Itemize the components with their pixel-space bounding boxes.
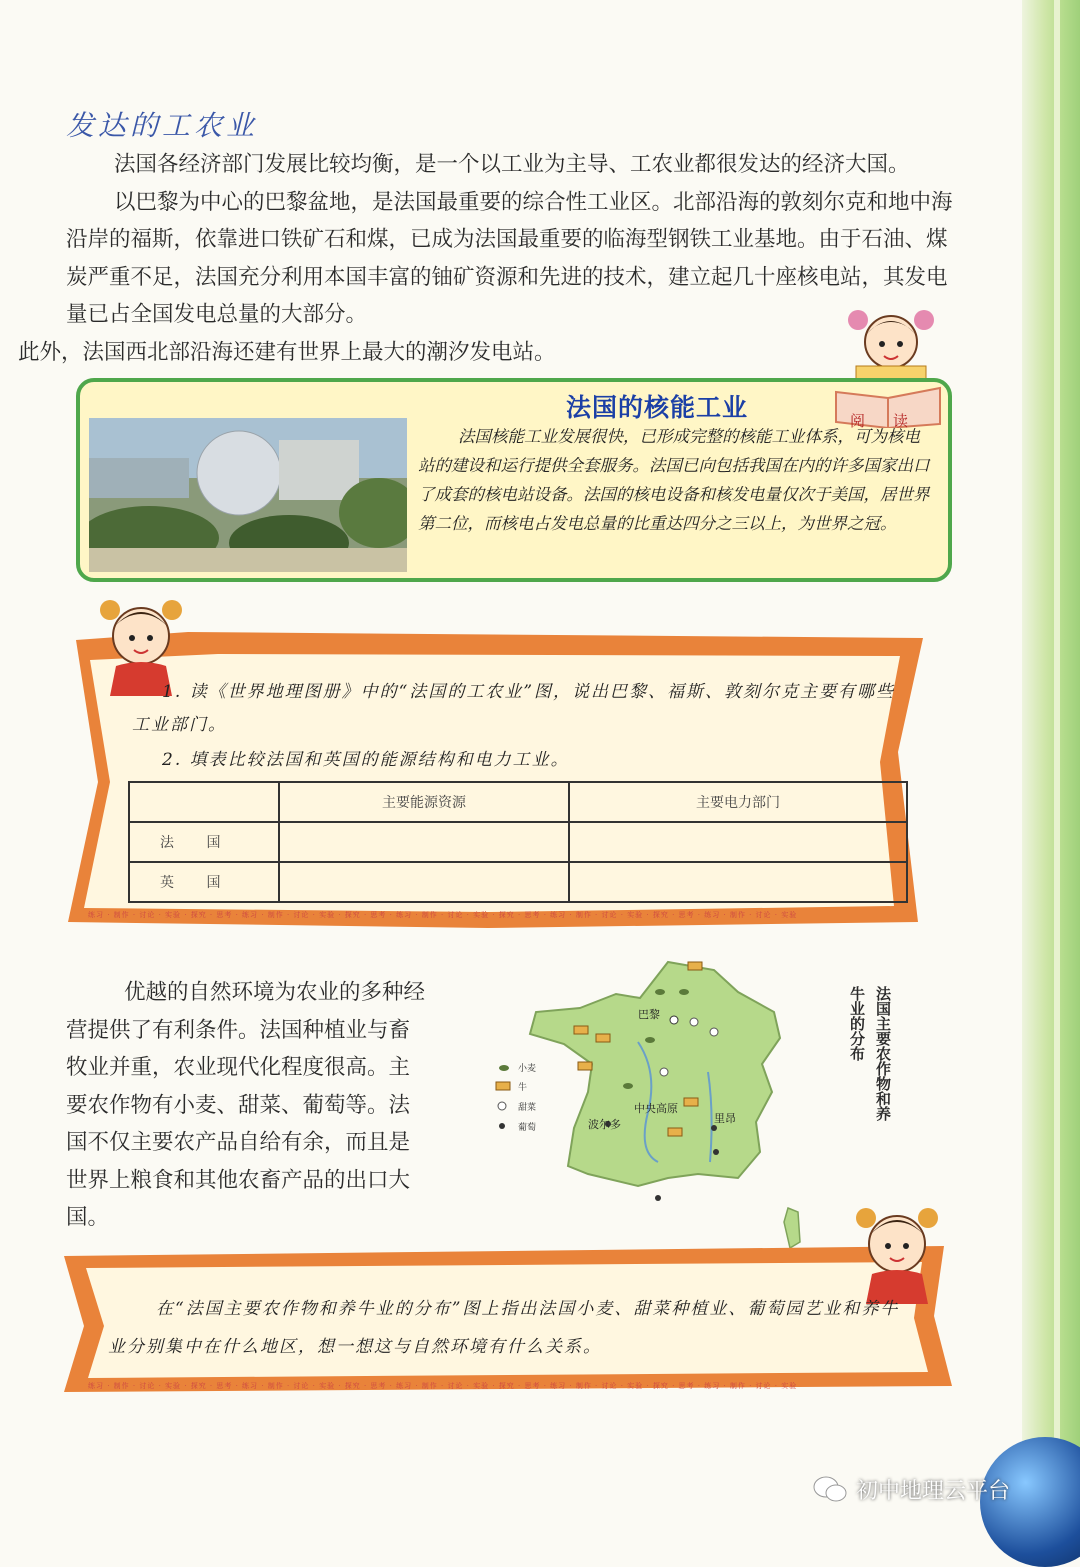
- paragraph-industry: [18, 146, 958, 371]
- section-title: 发达的工农业: [66, 109, 259, 142]
- paragraph-line: 以巴黎为中心的巴黎盆地，是法国最重要的综合性工业区。北部沿海的敦刻尔克和地中海沿岸的福斯，依靠进口铁矿石和煤，已成为法国最重要的临海型钢铁工业基地。由于石油、煤炭严重不足，法国充分利用本国丰富的铀矿资源和先进的技术，建立起几十座核电站，其发电量已占全国发电总量的大部分。: [66, 189, 953, 327]
- activity-ribbon: 练习 · 制作 · 讨论 · 实验 · 探究 · 思考 · 练习 · 制作 · 讨论 · 实验 · 探究 · 思考 · 练习 · 制作 · 讨论 · 实验 · 探究 · 思考 · 练习 · 制作 · 讨论 · 实验 · 探究 · 思考 · 练习 · 制作 · 讨论 · 实验: [88, 911, 798, 919]
- page-edge-gradient: [1022, 0, 1080, 1537]
- activity-question-1: 1. 读《世界地理图册》中的“法国的工农业”图，说出巴黎、福斯、敦刻尔克主要有哪些工业部门。: [132, 682, 896, 735]
- table-cell[interactable]: [569, 862, 907, 902]
- map-label-bordeaux: 波尔多: [588, 1118, 621, 1131]
- legend-cattle: 牛: [518, 1083, 528, 1093]
- legend-wheat: 小麦: [518, 1064, 537, 1074]
- map-label-central-plateau: 中央高原: [634, 1102, 678, 1115]
- table-cell[interactable]: [279, 822, 569, 862]
- table-header-cell: [129, 782, 279, 822]
- watermark-text: 初中地理云平台: [856, 1479, 1011, 1504]
- nuclear-plant-photo: [89, 418, 407, 572]
- activity-2-question: 在“法国主要农作物和养牛业的分布”图上指出法国小麦、甜菜种植业、葡萄园艺业和养牛业分别集中在什么地区，想一想这与自然环境有什么关系。: [108, 1299, 900, 1357]
- comparison-table: [128, 781, 908, 903]
- table-cell[interactable]: [569, 822, 907, 862]
- map-label-paris: 巴黎: [638, 1008, 660, 1021]
- map-label-lyon: 里昂: [714, 1112, 736, 1125]
- legend-sugar-beet: 甜菜: [518, 1103, 537, 1113]
- activity-ribbon-2: 练习 · 制作 · 讨论 · 实验 · 探究 · 思考 · 练习 · 制作 · 讨论 · 实验 · 探究 · 思考 · 练习 · 制作 · 讨论 · 实验 · 探究 · 思考 · 练习 · 制作 · 讨论 · 实验 · 探究 · 思考 · 练习 · 制作 · 讨论 · 实验: [88, 1382, 798, 1390]
- table-header-cell: 主要能源资源: [279, 782, 569, 822]
- table-row: [129, 822, 907, 862]
- wechat-icon: [812, 1474, 848, 1504]
- reading-girl-illustration: [836, 300, 946, 390]
- table-header-cell: 主要电力部门: [569, 782, 907, 822]
- table-row-label: 英 国: [129, 862, 279, 902]
- page-edge-stripe: [1054, 0, 1060, 1537]
- table-cell[interactable]: [279, 862, 569, 902]
- reading-tag-label: 阅读: [850, 412, 937, 430]
- paragraph-line: 此外，法国西北部沿海还建有世界上最大的潮汐发电站。: [18, 339, 556, 365]
- map-title: 法国主要农作物和养牛业的分布: [848, 986, 892, 1121]
- reading-text: 法国核能工业发展很快，已形成完整的核能工业体系，可为核电站的建设和运行提供全套服务。法国已向包括我国在内的许多国家出口了成套的核电站设备。法国的核电设备和核发电量仅次于美国，居世界第二位，而核电占发电总量的比重达四分之三以上，为世界之冠。: [418, 427, 930, 533]
- watermark: [812, 1472, 1052, 1508]
- table-header-row: [129, 782, 907, 822]
- table-row: [129, 862, 907, 902]
- reading-title: 法国的核能工业: [566, 393, 749, 422]
- france-agriculture-map: [488, 952, 828, 1252]
- paragraph-agriculture: 优越的自然环境为农业的多种经营提供了有利条件。法国种植业与畜牧业并重，农业现代化程度很高。主要农作物有小麦、甜菜、葡萄等。法国不仅主要农产品自给有余，而且是世界上粮食和其他农畜产品的出口大国。: [66, 980, 426, 1230]
- table-row-label: 法 国: [129, 822, 279, 862]
- paragraph-line: 法国各经济部门发展比较均衡，是一个以工业为主导、工农业都很发达的经济大国。: [114, 152, 910, 177]
- activity-question-2: 2. 填表比较法国和英国的能源结构和电力工业。: [162, 750, 570, 770]
- legend-grape: 葡萄: [518, 1123, 537, 1133]
